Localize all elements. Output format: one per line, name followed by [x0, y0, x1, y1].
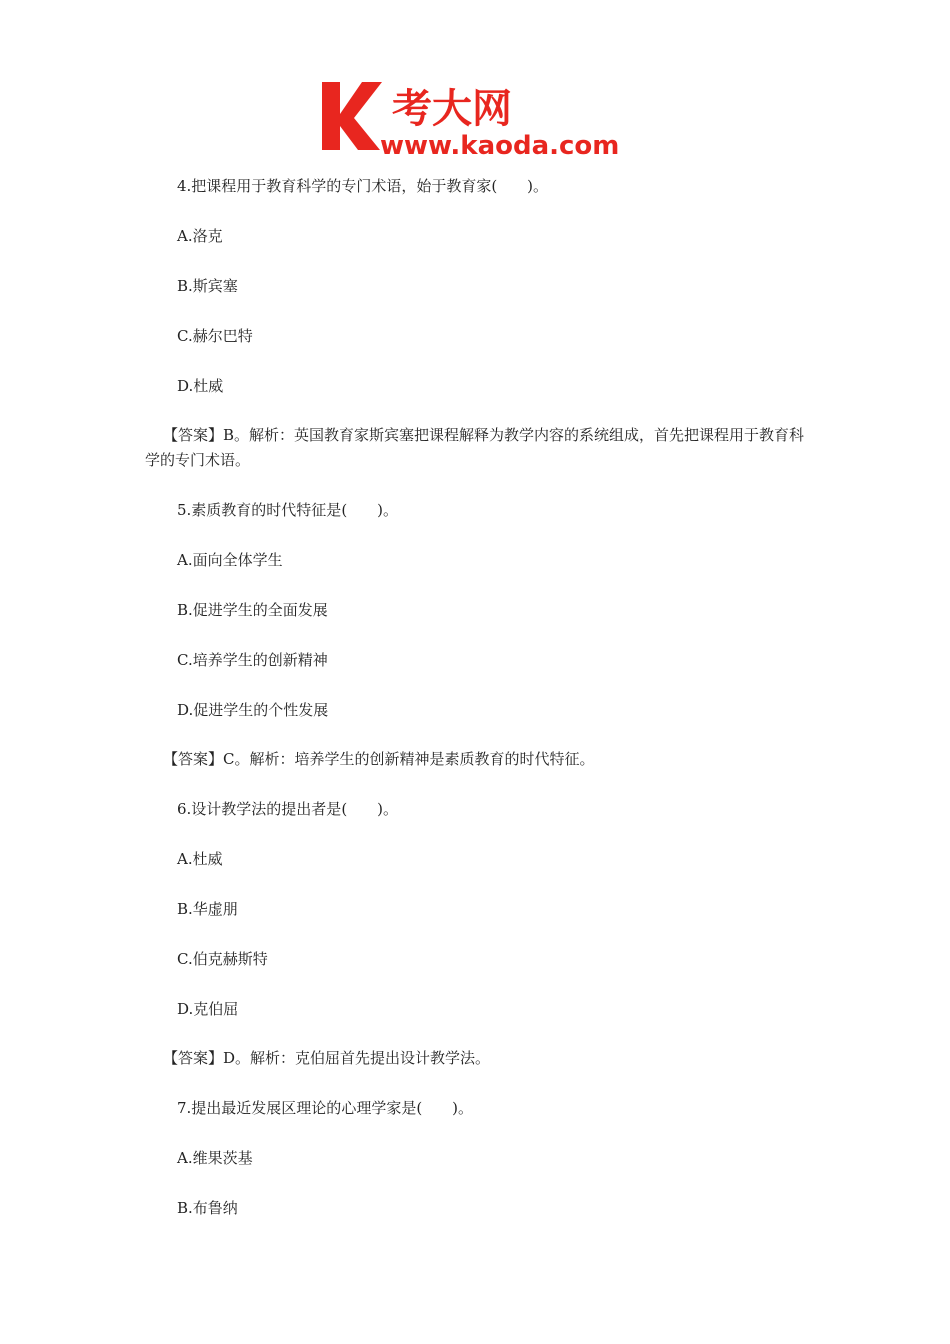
option-item: B.华虚朋 [177, 900, 238, 918]
option-item: A.面向全体学生 [177, 551, 283, 569]
question-stem: 7.提出最近发展区理论的心理学家是( )。 [177, 1099, 474, 1117]
option-item: A.洛克 [177, 227, 223, 245]
option-item: D.杜威 [177, 377, 224, 395]
option-item: D.克伯屈 [177, 1000, 239, 1018]
logo-url: www.kaoda.com [380, 131, 620, 160]
option-item: B.斯宾塞 [177, 277, 238, 295]
logo-k-mark [322, 82, 382, 150]
question-stem: 5.素质教育的时代特征是( )。 [177, 501, 399, 519]
answer-explanation: 【答案】D。解析：克伯屈首先提出设计教学法。 [163, 1049, 491, 1067]
kaoda-logo-graphic [318, 78, 638, 160]
option-item: A.维果茨基 [177, 1149, 253, 1167]
kaoda-logo [318, 78, 638, 160]
option-item: B.促进学生的全面发展 [177, 601, 328, 619]
logo-title: 考大网 [392, 86, 512, 132]
option-item: C.赫尔巴特 [177, 327, 253, 345]
question-stem: 6.设计教学法的提出者是( )。 [177, 800, 399, 818]
answer-explanation: 【答案】B。解析：英国教育家斯宾塞把课程解释为教学内容的系统组成，首先把课程用于教育科学的专门术语。 [145, 426, 805, 469]
answer-explanation: 【答案】C。解析：培养学生的创新精神是素质教育的时代特征。 [163, 750, 595, 768]
option-item: B.布鲁纳 [177, 1199, 238, 1217]
question-stem: 4.把课程用于教育科学的专门术语，始于教育家( )。 [177, 177, 549, 195]
option-item: C.伯克赫斯特 [177, 950, 268, 968]
option-item: C.培养学生的创新精神 [177, 651, 328, 669]
option-item: D.促进学生的个性发展 [177, 701, 329, 719]
option-item: A.杜威 [177, 850, 223, 868]
